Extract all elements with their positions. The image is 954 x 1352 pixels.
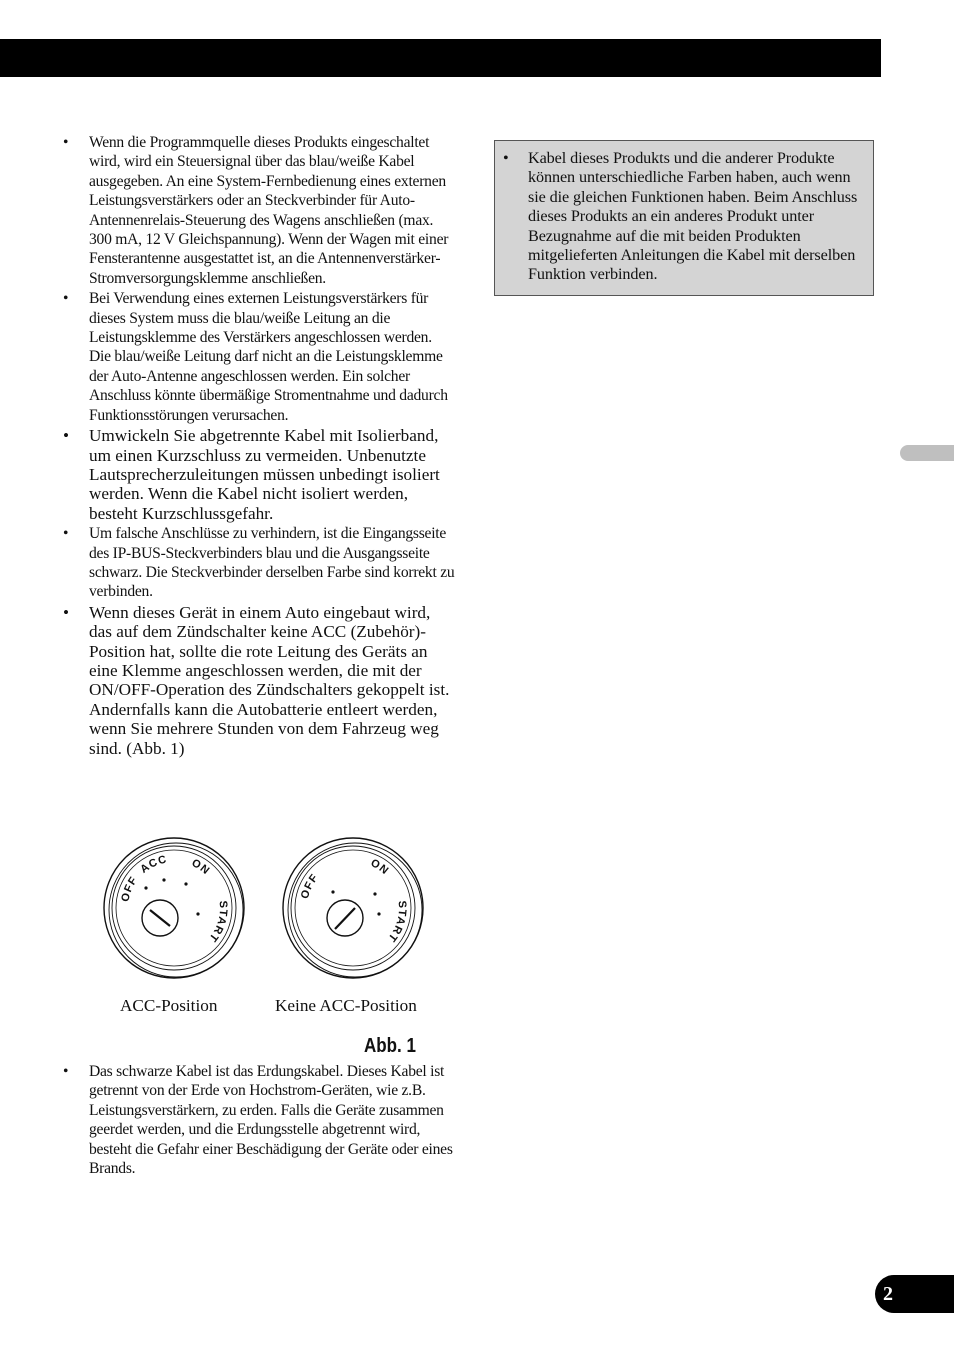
switch-acc-on-label: ON (189, 857, 213, 878)
switch-acc-acc-label: ACC (138, 853, 169, 876)
switch-no-acc-off-label: OFF (298, 871, 322, 901)
figure-label: Abb. 1 (364, 1035, 416, 1057)
switch-acc-start-label: START (205, 900, 230, 945)
note-box (494, 140, 874, 296)
ignition-switch-no-acc-illustration (279, 834, 427, 982)
svg-text:OFF (299, 872, 321, 901)
bullet-item: • Um falsche Anschlüsse zu verhindern, ist die Eingangsseite des IP-BUS-Steckverbinders blau und die Ausgangsseite schwarz. Die Steckverbinder derselben Farbe sind korrekt zu verbinden. (60, 524, 455, 602)
svg-text:ON (190, 857, 213, 877)
switch-acc-off-label: OFF (119, 874, 141, 903)
svg-text:OFF (119, 874, 140, 903)
bullet-item: • Wenn die Programmquelle dieses Produkts eingeschaltet wird, wird ein Steuersignal über das blau/weiße Kabel ausgegeben. An eine System-Fernbedienung eines externen Leistungsverstärkers oder an Steckverbinder für Auto-Antennenrelais-Steuerung des Wagens anschließen (max. 300 mA, 12 V Gleichspannung). Wenn der Wagen mit einer Fensterantenne ausgestattet ist, an die Antennenverstärker-Stromversorgungsklemme anschließen. (60, 133, 455, 288)
left-column-continued (60, 1062, 455, 1178)
page-number-badge: 2 (875, 1275, 954, 1313)
bullet-item: • Umwickeln Sie abgetrennte Kabel mit Isolierband, um einen Kurzschluss zu vermeiden. Unbenutzte Lautsprecherzuleitungen müssen unbedingt isoliert werden. Wenn die Kabel nicht isoliert werden, besteht Kurzschlussgefahr. (60, 426, 455, 523)
ignition-switch-acc-illustration (100, 834, 248, 982)
switch-no-acc-on-label: ON (368, 857, 392, 878)
bullet-item: • Wenn dieses Gerät in einem Auto eingebaut wird, das auf dem Zündschalter keine ACC (Zubehör)-Position hat, sollte die rote Leitung des Geräts an eine Klemme angeschlossen werden, die mit der ON/OFF-Operation des Zündschalters gekoppelt ist. Andernfalls kann die Autobatterie entleert werden, wenn Sie mehrere Stunden von dem Fahrzeug weg sind. (Abb. 1) (60, 603, 455, 758)
caption-no-acc-position: Keine ACC-Position (275, 996, 417, 1015)
svg-text:ON (369, 857, 392, 877)
bullet-item: • Bei Verwendung eines externen Leistungsverstärkers für dieses System muss die blau/weiße Leitung an die Leistungsklemme des Verstärkers angeschlossen werden. Die blau/weiße Leitung darf nicht an die Leistungsklemme der Auto-Antenne angeschlossen werden. Ein solcher Anschluss könnte übermäßige Stromentnahme und dadurch Funktionsstörungen verursachen. (60, 289, 455, 425)
section-tab (900, 445, 954, 461)
note-text: • Kabel dieses Produkts und die anderer Produkte können unterschiedliche Farben haben, auch wenn sie die gleichen Funktionen haben. Beim Anschluss dieses Produkts an ein anderes Produkt unter Bezugnahme auf die mit beiden Produkten mitgelieferten Anleitungen die Kabel mit derselben Funktion verbinden. (499, 149, 863, 285)
switch-no-acc-start-label: START (384, 900, 409, 945)
svg-text:START (385, 900, 408, 944)
left-column (60, 133, 455, 758)
bullet-item: • Das schwarze Kabel ist das Erdungskabel. Dieses Kabel ist getrennt von der Erde von Hochstrom-Geräten, wie z.B. Leistungsverstärkern, zu erden. Falls die Geräte zusammen geerdet werden, und die Erdungsstelle abgetrennt wird, besteht die Gefahr einer Beschädigung der Geräte oder eines Brands. (60, 1062, 455, 1178)
svg-text:START (206, 900, 229, 944)
header-bar (0, 39, 881, 77)
svg-text:ACC (138, 853, 168, 875)
figure-ignition-switches (60, 830, 455, 1060)
caption-acc-position: ACC-Position (120, 996, 218, 1015)
